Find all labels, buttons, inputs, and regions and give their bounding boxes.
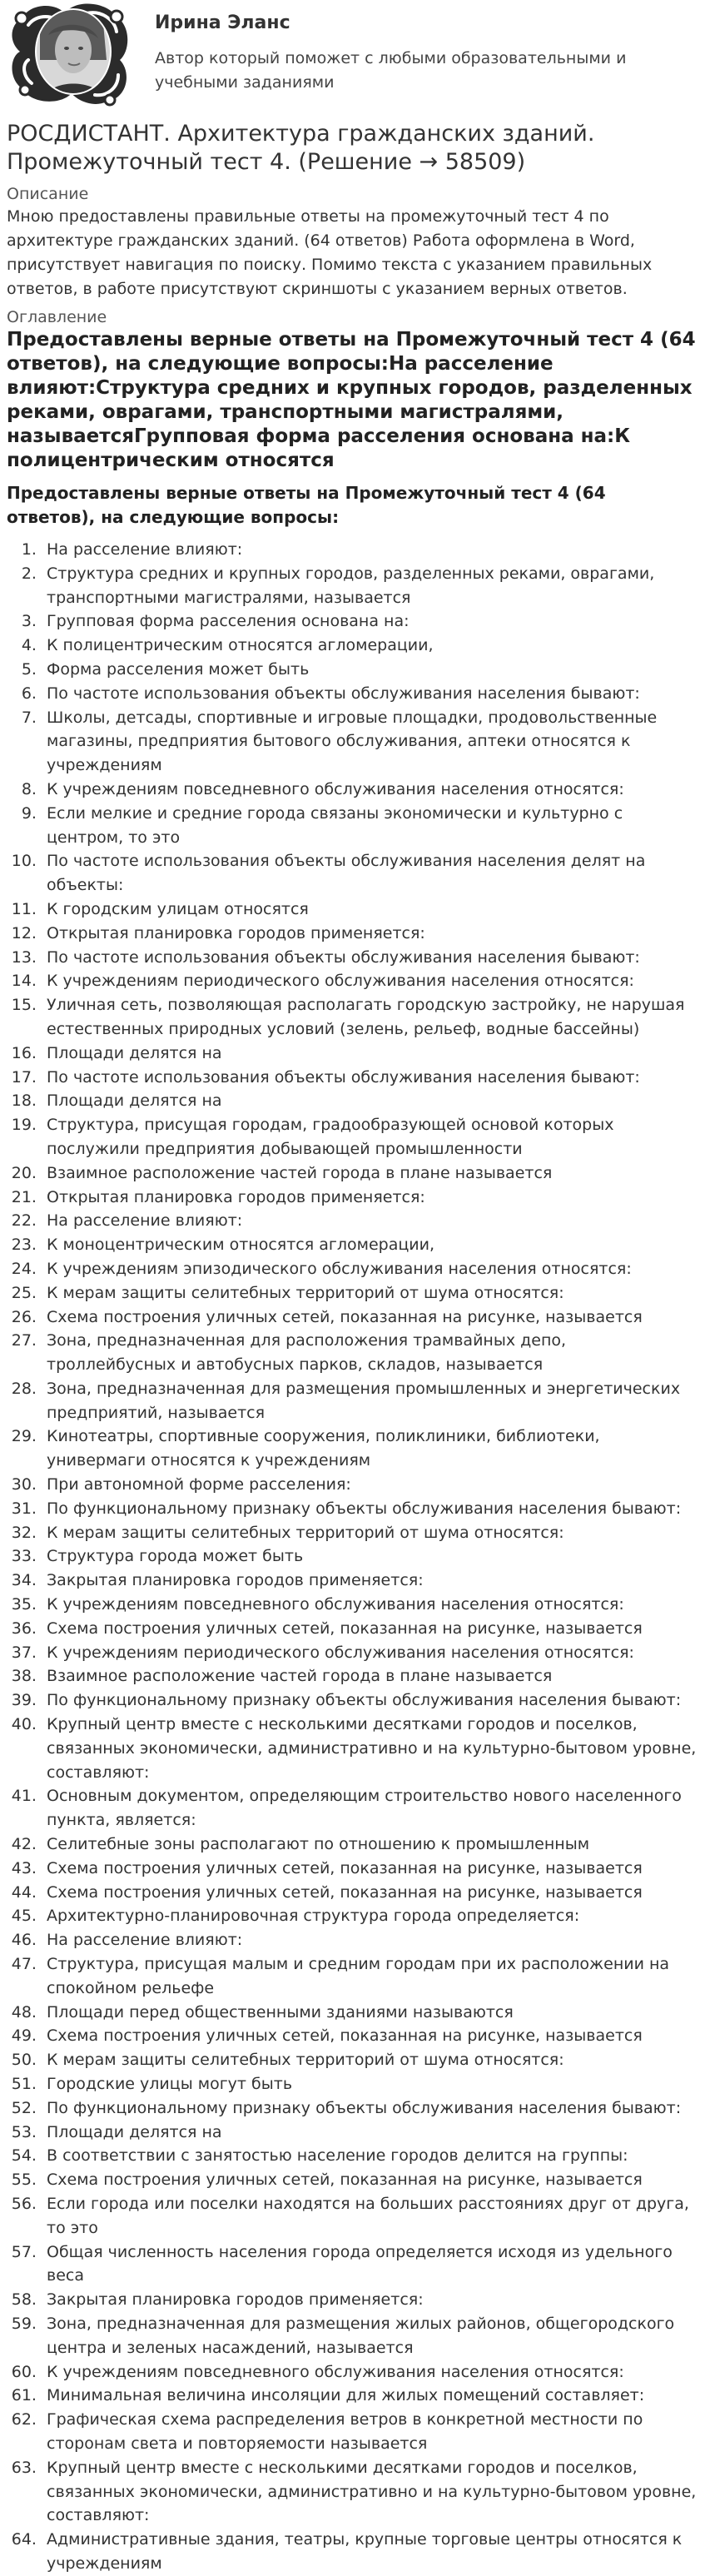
author-description: Автор который поможет с любыми образовательными и учебными заданиями <box>155 49 627 92</box>
description-text: Мною предоставлены правильные ответы на промежуточный тест 4 по архитектуре гражданских зданий. (64 ответов) Работа оформлена в Word, присутствует навигация по поиску. Помимо текста с указанием правильных ответов, в работе присутствуют скриншоты с указанием верных ответов. <box>7 207 653 298</box>
question-item: 45. Архитектурно-планировочная структура города определяется: <box>42 1904 698 1928</box>
question-item: 53. Площади делятся на <box>42 2121 698 2145</box>
avatar-frame-icon <box>7 2 132 107</box>
question-item: 11. К городским улицам относятся <box>42 898 698 922</box>
question-item: 43. Схема построения уличных сетей, показанная на рисунке, называется <box>42 1857 698 1881</box>
question-item: 30. При автономной форме расселения: <box>42 1473 698 1497</box>
question-item: 42. Селитебные зоны располагают по отношению к промышленным <box>42 1833 698 1857</box>
question-item: 1. На расселение влияют: <box>42 538 698 562</box>
question-item: 31. По функциональному признаку объекты обслуживания населения бывают: <box>42 1497 698 1521</box>
question-item: 62. Графическая схема распределения ветров в конкретной местности по сторонам света и повторяемости называется <box>42 2408 698 2456</box>
question-item: 38. Взаимное расположение частей города в плане называется <box>42 1664 698 1688</box>
question-item: 3. Групповая форма расселения основана на: <box>42 609 698 634</box>
question-item: 20. Взаимное расположение частей города в плане называется <box>42 1161 698 1186</box>
answers-heading: Предоставлены верные ответы на Промежуточный тест 4 (64 ответов), на следующие вопросы: <box>7 483 606 527</box>
question-item: 40. Крупный центр вместе с несколькими десятками городов и поселков, связанных экономически, административно и на культурно-бытовом уровне, составляют: <box>42 1713 698 1784</box>
question-item: 39. По функциональному признаку объекты обслуживания населения бывают: <box>42 1688 698 1713</box>
question-item: 54. В соответствии с занятостью население городов делится на группы: <box>42 2144 698 2168</box>
description-label: Описание <box>7 185 89 203</box>
question-item: 22. На расселение влияют: <box>42 1209 698 1233</box>
question-item: 36. Схема построения уличных сетей, показанная на рисунке, называется <box>42 1617 698 1641</box>
question-item: 61. Минимальная величина инсоляции для жилых помещений составляет: <box>42 2384 698 2408</box>
question-item: 52. По функциональному признаку объекты обслуживания населения бывают: <box>42 2096 698 2121</box>
question-item: 29. Кинотеатры, спортивные сооружения, поликлиники, библиотеки, универмаги относятся к учреждениям <box>42 1425 698 1473</box>
question-item: 58. Закрытая планировка городов применяется: <box>42 2288 698 2312</box>
toc-heading: Предоставлены верные ответы на Промежуточный тест 4 (64 ответов), на следующие вопросы:На расселение влияют:Структура средних и крупных городов, разделенных реками, оврагами, транспортными магистралями, называетсяГрупповая форма расселения основана на:К полицентрическим относятся <box>7 329 696 471</box>
question-item: 15. Уличная сеть, позволяющая располагать городскую застройку, не нарушая естественных природных условий (зелень, рельеф, водные бассейны) <box>42 993 698 1042</box>
question-item: 50. К мерам защиты селитебных территорий от шума относятся: <box>42 2048 698 2072</box>
question-item: 6. По частоте использования объекты обслуживания населения бывают: <box>42 682 698 706</box>
question-item: 35. К учреждениям повседневного обслуживания населения относятся: <box>42 1593 698 1617</box>
question-item: 19. Структура, присущая городам, градообразующей основой которых послужили предприятия добывающей промышленности <box>42 1113 698 1161</box>
question-item: 63. Крупный центр вместе с несколькими десятками городов и поселков, связанных экономически, административно и на культурно-бытовом уровне, составляют: <box>42 2456 698 2528</box>
question-item: 7. Школы, детсады, спортивные и игровые площадки, продовольственные магазины, предприятия бытового обслуживания, аптеки относятся к учреждениям <box>42 706 698 778</box>
question-item: 23. К моноцентрическим относятся агломерации, <box>42 1233 698 1257</box>
questions-list <box>7 538 698 2576</box>
question-item: 9. Если мелкие и средние города связаны экономически и культурно с центром, то это <box>42 802 698 850</box>
question-item: 10. По частоте использования объекты обслуживания населения делят на объекты: <box>42 849 698 898</box>
question-item: 27. Зона, предназначенная для расположения трамвайных депо, троллейбусных и автобусных парков, складов, называется <box>42 1329 698 1377</box>
question-item: 2. Структура средних и крупных городов, разделенных реками, оврагами, транспортными магистралями, называется <box>42 562 698 610</box>
question-item: 8. К учреждениям повседневного обслуживания населения относятся: <box>42 778 698 802</box>
question-item: 34. Закрытая планировка городов применяется: <box>42 1569 698 1593</box>
question-item: 56. Если города или поселки находятся на больших расстояниях друг от друга, то это <box>42 2192 698 2240</box>
author-block <box>7 0 698 108</box>
question-item: 60. К учреждениям повседневного обслуживания населения относятся: <box>42 2360 698 2385</box>
question-item: 17. По частоте использования объекты обслуживания населения бывают: <box>42 1066 698 1090</box>
author-info <box>155 2 671 95</box>
author-name[interactable]: Ирина Эланс <box>155 12 290 33</box>
question-item: 25. К мерам защиты селитебных территорий от шума относятся: <box>42 1281 698 1305</box>
document-title: РОСДИСТАНТ. Архитектура гражданских зданий. Промежуточный тест 4. (Решение → 58509) <box>7 121 595 175</box>
question-item: 44. Схема построения уличных сетей, показанная на рисунке, называется <box>42 1881 698 1905</box>
question-item: 14. К учреждениям периодического обслуживания населения относятся: <box>42 969 698 993</box>
question-item: 28. Зона, предназначенная для размещения промышленных и энергетических предприятий, называется <box>42 1377 698 1425</box>
avatar[interactable] <box>7 2 132 107</box>
question-item: 41. Основным документом, определяющим строительство нового населенного пункта, является: <box>42 1784 698 1833</box>
question-item: 24. К учреждениям эпизодического обслуживания населения относятся: <box>42 1257 698 1281</box>
question-item: 57. Общая численность населения города определяется исходя из удельного веса <box>42 2240 698 2289</box>
question-item: 33. Структура города может быть <box>42 1544 698 1569</box>
question-item: 49. Схема построения уличных сетей, показанная на рисунке, называется <box>42 2024 698 2048</box>
question-item: 51. Городские улицы могут быть <box>42 2072 698 2096</box>
question-item: 59. Зона, предназначенная для размещения жилых районов, общегородского центра и зеленых насаждений, называется <box>42 2312 698 2360</box>
question-item: 37. К учреждениям периодического обслуживания населения относятся: <box>42 1641 698 1665</box>
question-item: 18. Площади делятся на <box>42 1089 698 1113</box>
question-item: 48. Площади перед общественными зданиями называются <box>42 2001 698 2025</box>
toc-label: Оглавление <box>7 308 107 326</box>
question-item: 5. Форма расселения может быть <box>42 658 698 682</box>
question-item: 16. Площади делятся на <box>42 1042 698 1066</box>
question-item: 12. Открытая планировка городов применяется: <box>42 922 698 946</box>
question-item: 46. На расселение влияют: <box>42 1928 698 1952</box>
question-item: 55. Схема построения уличных сетей, показанная на рисунке, называется <box>42 2168 698 2192</box>
question-item: 32. К мерам защиты селитебных территорий от шума относятся: <box>42 1521 698 1545</box>
question-item: 47. Структура, присущая малым и средним городам при их расположении на спокойном рельефе <box>42 1952 698 2001</box>
question-item: 13. По частоте использования объекты обслуживания населения бывают: <box>42 946 698 970</box>
question-item: 4. К полицентрическим относятся агломерации, <box>42 634 698 658</box>
question-item: 21. Открытая планировка городов применяется: <box>42 1186 698 1210</box>
question-item: 64. Административные здания, театры, крупные торговые центры относятся к учреждениям <box>42 2528 698 2576</box>
question-item: 26. Схема построения уличных сетей, показанная на рисунке, называется <box>42 1305 698 1330</box>
